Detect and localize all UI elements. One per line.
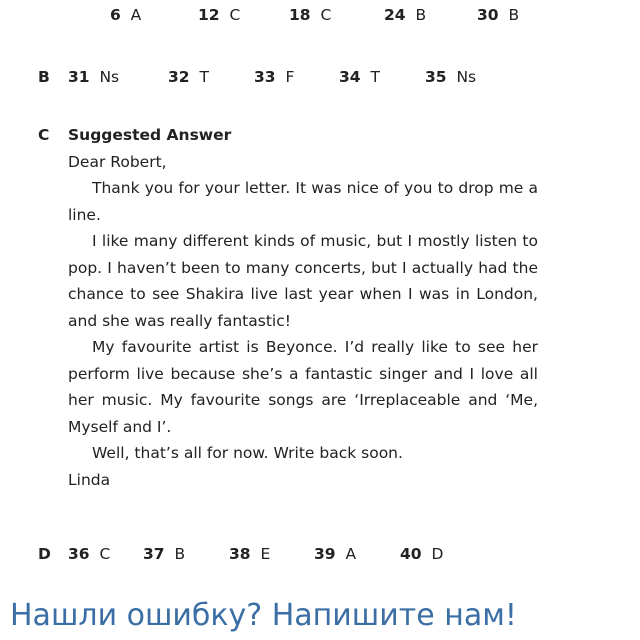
question-number: 33 (254, 68, 276, 86)
question-number: 30 (477, 6, 499, 24)
report-error-link[interactable]: Нашли ошибку? Напишите нам! (10, 598, 517, 633)
question-number: 12 (198, 6, 220, 24)
question-number: 6 (110, 6, 121, 24)
answer-value: B (508, 6, 520, 24)
answer-item (384, 5, 426, 25)
answer-item (68, 67, 119, 87)
answer-value: T (370, 68, 380, 86)
letter-paragraph: Thank you for your letter. It was nice of you to drop me a line. (68, 179, 538, 224)
answer-item (68, 544, 110, 564)
letter-paragraph: I like many different kinds of music, but I mostly listen to pop. I haven’t been to many concerts, but I actually had the chance to see Shakira live last year when I was in London, and she was really fantastic! (68, 232, 538, 330)
question-number: 40 (400, 545, 422, 563)
answer-value: F (285, 68, 295, 86)
answer-item (400, 544, 443, 564)
answer-value: C (229, 6, 241, 24)
letter-paragraph: My favourite artist is Beyonce. I’d really like to see her perform live because she’s a fantastic singer and I love all her music. My favourite songs are ‘Irreplaceable and ‘Me, Myself and I’. (68, 338, 538, 436)
answer-item (425, 67, 476, 87)
answer-item (339, 67, 380, 87)
answer-value: D (431, 545, 444, 563)
answer-value: Ns (456, 68, 477, 86)
answer-value: B (174, 545, 186, 563)
answer-item (289, 5, 331, 25)
letter-paragraph: Well, that’s all for now. Write back soon. (92, 444, 403, 462)
answer-item (143, 544, 185, 564)
answer-item (198, 5, 240, 25)
question-number: 37 (143, 545, 165, 563)
section-c-letter (68, 122, 538, 493)
section-letter: D (38, 545, 51, 563)
answer-item (229, 544, 270, 564)
answer-item (110, 5, 141, 25)
question-number: 34 (339, 68, 361, 86)
answer-item (254, 67, 294, 87)
answer-value: C (99, 545, 111, 563)
question-number: 35 (425, 68, 447, 86)
question-number: 31 (68, 68, 90, 86)
question-number: 38 (229, 545, 251, 563)
answer-value: Ns (99, 68, 120, 86)
answer-item (314, 544, 356, 564)
question-number: 24 (384, 6, 406, 24)
answer-value: C (320, 6, 332, 24)
question-number: 36 (68, 545, 90, 563)
section-letter: B (38, 68, 50, 86)
answer-value: T (199, 68, 209, 86)
section-heading: Suggested Answer (68, 126, 232, 144)
question-number: 32 (168, 68, 190, 86)
question-number: 18 (289, 6, 311, 24)
answer-value: B (415, 6, 427, 24)
answer-item (168, 67, 209, 87)
answer-value: A (345, 545, 357, 563)
letter-salutation: Dear Robert, (68, 152, 167, 171)
answer-value: A (130, 6, 142, 24)
answer-item (477, 5, 519, 25)
answer-value: E (260, 545, 271, 563)
section-letter: C (38, 126, 50, 144)
question-number: 39 (314, 545, 336, 563)
letter-signature: Linda (68, 470, 111, 489)
